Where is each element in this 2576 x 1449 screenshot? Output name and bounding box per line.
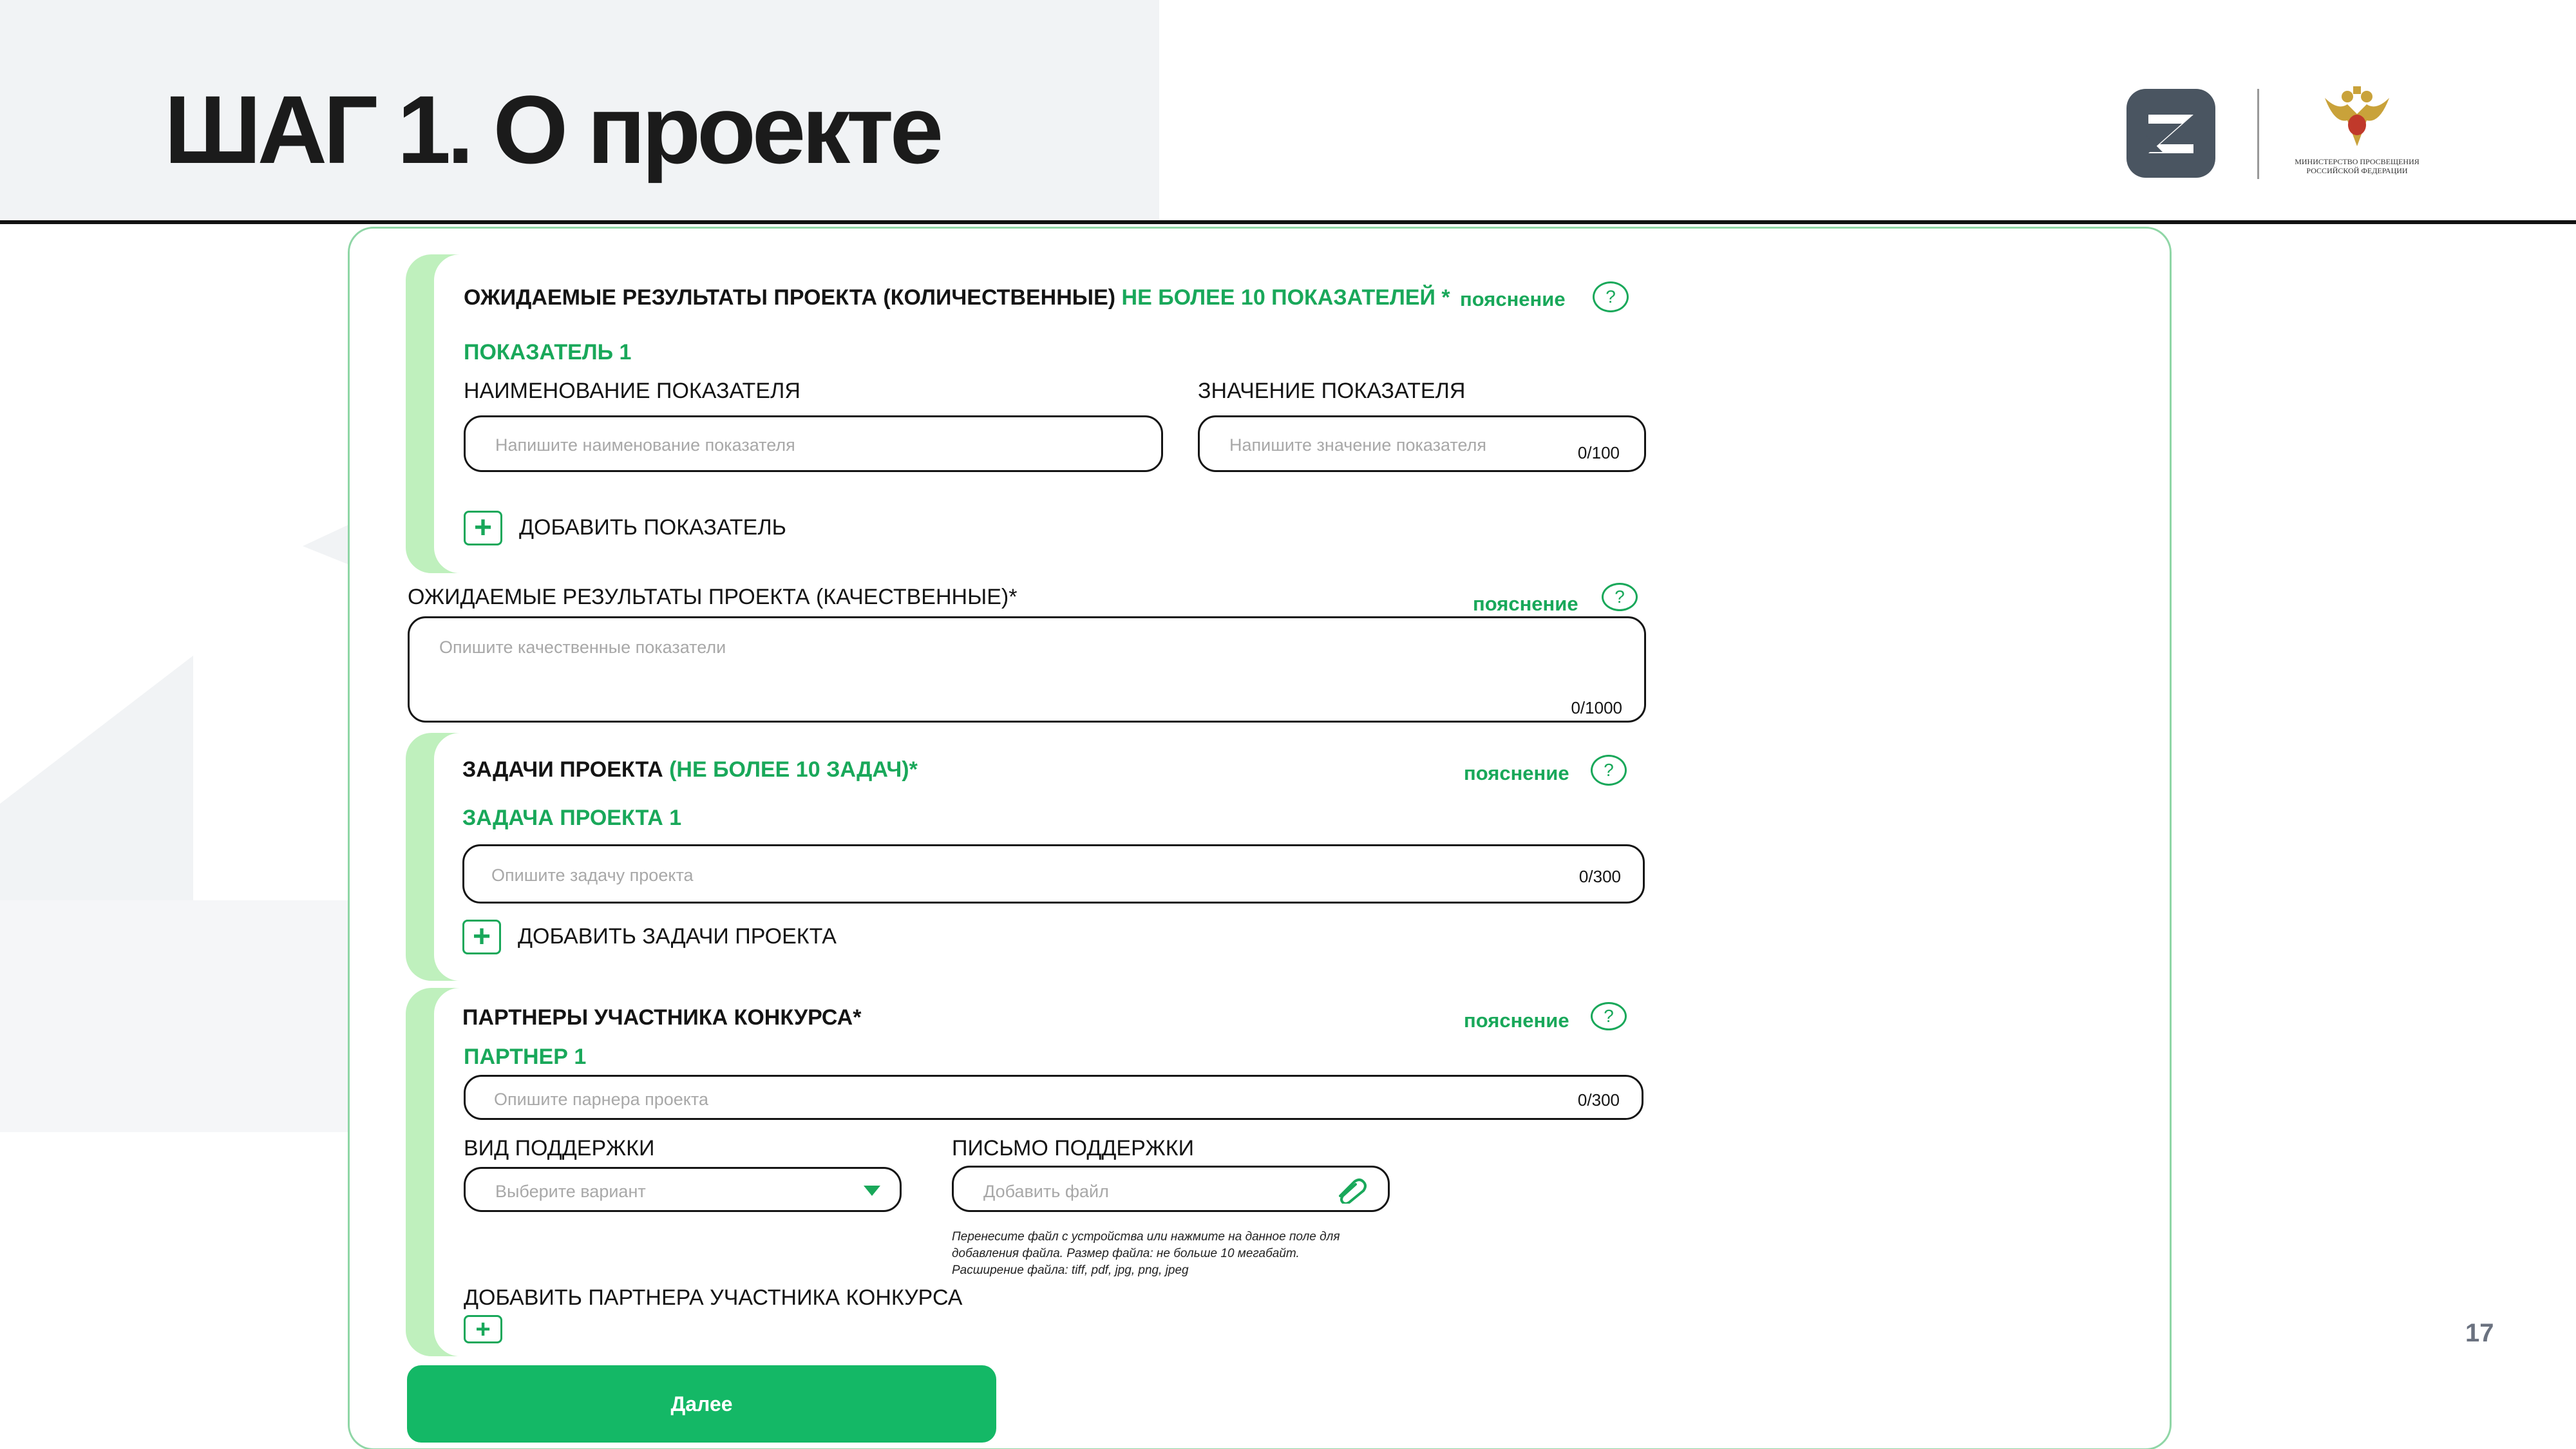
tasks-title: ЗАДАЧИ ПРОЕКТА (НЕ БОЛЕЕ 10 ЗАДАЧ)* xyxy=(462,757,918,782)
indicator-name-label: НАИМЕНОВАНИЕ ПОКАЗАТЕЛЯ xyxy=(464,379,800,403)
slide-title: ШАГ 1. О проекте xyxy=(164,75,940,184)
quantitative-title: ОЖИДАЕМЫЕ РЕЗУЛЬТАТЫ ПРОЕКТА (КОЛИЧЕСТВЕННЫЕ) НЕ БОЛЕЕ 10 ПОКАЗАТЕЛЕЙ * xyxy=(464,285,1450,310)
partner-heading: ПАРТНЕР 1 xyxy=(464,1045,587,1069)
qualitative-title: ОЖИДАЕМЫЕ РЕЗУЛЬТАТЫ ПРОЕКТА (КАЧЕСТВЕННЫЕ)* xyxy=(408,585,1018,609)
hint-link[interactable]: пояснение xyxy=(1460,288,1566,310)
add-indicator-plus-icon[interactable]: + xyxy=(464,511,502,545)
hint-link[interactable]: пояснение xyxy=(1464,1009,1569,1032)
indicator-heading: ПОКАЗАТЕЛЬ 1 xyxy=(464,340,632,365)
add-indicator-label[interactable]: ДОБАВИТЬ ПОКАЗАТЕЛЬ xyxy=(519,515,786,540)
support-type-placeholder: Выберите вариант xyxy=(495,1182,646,1201)
chevron-down-icon xyxy=(864,1186,880,1197)
support-letter-label: ПИСЬМО ПОДДЕРЖКИ xyxy=(952,1136,1195,1160)
state-emblem-icon xyxy=(2312,85,2402,156)
support-letter-placeholder: Добавить файл xyxy=(983,1182,1109,1201)
background-shapes xyxy=(0,224,399,1132)
ministry-caption: МИНИСТЕРСТВО ПРОСВЕЩЕНИЯ РОССИЙСКОЙ ФЕДЕРАЦИИ xyxy=(2295,157,2420,175)
add-partner-plus-icon[interactable]: + xyxy=(464,1315,502,1343)
help-question-icon[interactable]: ? xyxy=(1602,583,1638,611)
indicator-name-placeholder: Напишите наименование показателя xyxy=(495,435,795,455)
tasks-limit: (НЕ БОЛЕЕ 10 ЗАДАЧ)* xyxy=(669,757,918,782)
tasks-card xyxy=(406,733,1646,981)
hint-link[interactable]: пояснение xyxy=(1464,762,1569,784)
hint-link[interactable]: пояснение xyxy=(1473,592,1578,615)
z-logo-icon xyxy=(2126,89,2215,178)
partner-input[interactable] xyxy=(464,1075,1643,1120)
add-task-plus-icon[interactable]: + xyxy=(462,920,501,954)
indicator-value-placeholder: Напишите значение показателя xyxy=(1229,435,1486,455)
indicator-value-counter: 0/100 xyxy=(1577,443,1620,462)
help-question-icon[interactable]: ? xyxy=(1591,755,1627,786)
help-question-icon[interactable]: ? xyxy=(1593,281,1629,312)
quantitative-limit: НЕ БОЛЕЕ 10 ПОКАЗАТЕЛЕЙ * xyxy=(1121,285,1450,310)
support-letter-upload[interactable] xyxy=(952,1166,1390,1212)
add-partner-label[interactable]: ДОБАВИТЬ ПАРТНЕРА УЧАСТНИКА КОНКУРСА xyxy=(464,1285,963,1310)
support-type-label: ВИД ПОДДЕРЖКИ xyxy=(464,1136,655,1160)
add-task-label[interactable]: ДОБАВИТЬ ЗАДАЧИ ПРОЕКТА xyxy=(518,924,837,949)
task-placeholder: Опишите задачу проекта xyxy=(491,866,694,885)
page-number: 17 xyxy=(2465,1319,2494,1347)
help-question-icon[interactable]: ? xyxy=(1591,1002,1627,1030)
partner-placeholder: Опишите парнера проекта xyxy=(494,1090,709,1109)
indicator-value-label: ЗНАЧЕНИЕ ПОКАЗАТЕЛЯ xyxy=(1198,379,1466,403)
task-input[interactable] xyxy=(462,844,1645,904)
partners-card xyxy=(406,988,1646,1356)
next-button[interactable]: Далее xyxy=(407,1365,996,1443)
quantitative-results-card xyxy=(406,254,1646,573)
logo-divider xyxy=(2257,89,2259,179)
support-type-select[interactable] xyxy=(464,1167,902,1212)
task-counter: 0/300 xyxy=(1578,867,1621,886)
task-heading: ЗАДАЧА ПРОЕКТА 1 xyxy=(462,806,682,830)
file-upload-note: Перенесите файл с устройства или нажмите на данное поле для добавления файла. Размер файла: не больше 10 мегабайт. Расширение файла: tiff, pdf, jpg, png, jpeg xyxy=(952,1230,1340,1277)
header-divider xyxy=(0,220,2576,224)
paperclip-icon xyxy=(1335,1177,1368,1204)
qualitative-placeholder: Опишите качественные показатели xyxy=(439,638,726,657)
indicator-value-input[interactable] xyxy=(1198,415,1646,472)
indicator-name-input[interactable] xyxy=(464,415,1163,472)
qualitative-textarea[interactable] xyxy=(408,616,1646,723)
qualitative-counter: 0/1000 xyxy=(1571,698,1622,717)
partner-counter: 0/300 xyxy=(1577,1090,1620,1110)
partners-title: ПАРТНЕРЫ УЧАСТНИКА КОНКУРСА* xyxy=(462,1005,862,1030)
